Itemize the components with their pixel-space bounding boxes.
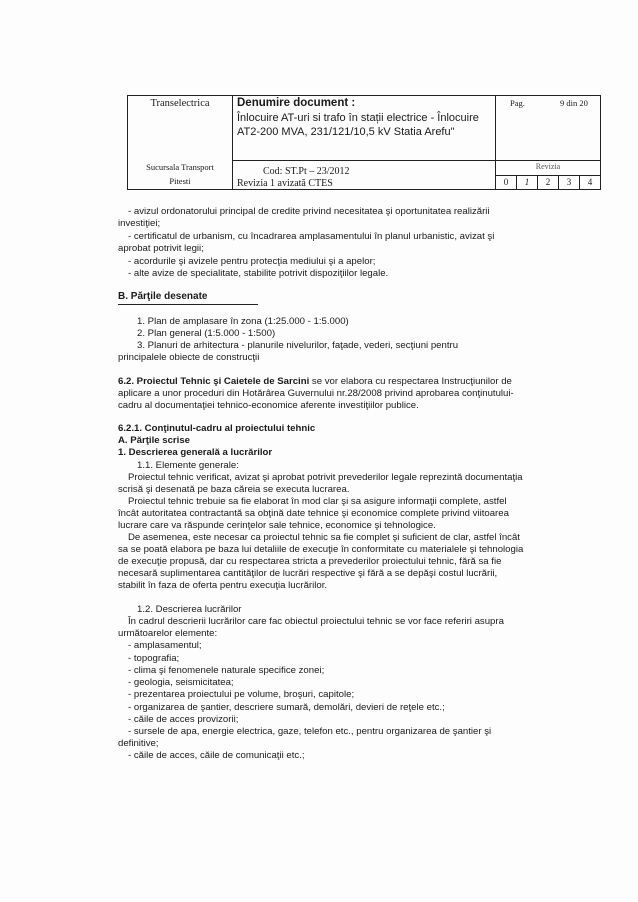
revision-box: 2 bbox=[537, 176, 558, 189]
revision-box: 3 bbox=[558, 176, 579, 189]
text-line: - acordurile şi avizele pentru protecţia mediului şi a apelor; bbox=[128, 256, 376, 267]
page-label: Pag. bbox=[510, 98, 525, 108]
subsection-heading: 1.1. Elemente generale: bbox=[137, 460, 239, 471]
paragraph-line: de execuţie propusă, dar cu respectarea stricta a prevederilor proiectului tehnic, fără sa fie bbox=[118, 556, 502, 567]
list-item: - sursele de apa, energie electrica, gaze, telefon etc., pentru organizarea de şantier şi bbox=[128, 726, 492, 737]
list-item: - geologia, seismicitatea; bbox=[128, 677, 234, 688]
list-item: - prezentarea proiectului pe volume, broşuri, capitole; bbox=[128, 689, 355, 700]
list-item: 1. Plan de amplasare în zona (1:25.000 - 1:5.000) bbox=[137, 316, 349, 327]
text-line: aprobat potrivit legii; bbox=[118, 243, 204, 254]
header-divider bbox=[496, 160, 600, 161]
header-divider bbox=[496, 175, 600, 176]
paragraph-line: încât autoritatea contractantă sa obţină date tehnice şi economice complete privind viitoarea bbox=[118, 508, 509, 519]
section-heading: 1. Descrierea generală a lucrărilor bbox=[118, 447, 273, 458]
section-heading: B. Părţile desenate bbox=[118, 291, 208, 302]
paragraph-line: lucrare care va răspunde cerinţelor sale tehnice, economice şi tehnologice. bbox=[118, 520, 436, 531]
paragraph-line: cadru al documentaţiei tehnico-economice aferente investiţiilor publice. bbox=[118, 400, 419, 411]
paragraph-text: se vor elabora cu respectarea Instrucţiunilor de bbox=[309, 376, 512, 387]
list-item: definitive; bbox=[118, 738, 159, 749]
paragraph-line: Proiectul tehnic trebuie sa fie elaborat în mod clar şi sa asigure informaţii complete, astfel bbox=[128, 496, 507, 507]
document-header-table bbox=[127, 95, 601, 190]
revision-label: Revizia bbox=[535, 162, 561, 171]
list-item: - topografia; bbox=[128, 653, 180, 664]
list-item: 3. Planuri de arhitectura - planurile nivelurilor, faţade, vederi, secţiuni pentru bbox=[137, 340, 459, 351]
paragraph-line bbox=[118, 376, 512, 389]
paragraph-heading: 6.2. Proiectul Tehnic şi Caietele de Sarcini bbox=[118, 376, 310, 387]
list-item: - căile de acces provizorii; bbox=[128, 714, 239, 725]
revision-note: Revizia 1 avizată CTES bbox=[237, 178, 333, 189]
document-label: Denumire document : bbox=[237, 97, 356, 109]
page-number: 9 din 20 bbox=[560, 98, 588, 108]
revision-boxes bbox=[496, 176, 600, 189]
header-company-cell bbox=[128, 96, 233, 189]
text-line: investiţiei; bbox=[118, 218, 161, 229]
header-divider bbox=[233, 160, 496, 161]
paragraph-line: Proiectul tehnic verificat, avizat şi aprobat potrivit prevederilor legale reprezintă documentaţia bbox=[128, 472, 523, 483]
paragraph-line: aplicare a unor proceduri din Hotărârea Guvernului nr.28/2008 privind aprobarea conţinutului- bbox=[118, 388, 514, 399]
document-code: Cod: ST.Pt – 23/2012 bbox=[263, 166, 350, 177]
paragraph-line: De asemenea, este necesar ca proiectul tehnic sa fie complet şi suficient de clar, astfel încât bbox=[128, 532, 520, 543]
paragraph-line: următoarelor elemente: bbox=[118, 628, 218, 639]
text-line: - avizul ordonatorului principal de credite privind necesitatea şi oportunitatea realizării bbox=[128, 206, 490, 217]
header-document-cell bbox=[233, 96, 496, 189]
list-item: - căile de acces, căile de comunicaţii etc.; bbox=[128, 750, 305, 761]
paragraph-line: sa se poată elabora pe baza lui detaliile de execuţie în conformitate cu materialele şi tehnologia bbox=[118, 544, 524, 555]
text-line: - alte avize de specialitate, stabilite potrivit dispoziţiilor legale. bbox=[128, 268, 389, 279]
list-item: - amplasamentul; bbox=[128, 640, 202, 651]
paragraph-line: scrisă şi desenată pe baza căreia se executa lucrarea. bbox=[118, 484, 350, 495]
branch-name: Sucursala Transport bbox=[146, 162, 214, 172]
paragraph-line: În cadrul descrierii lucrărilor care fac obiectul proiectului tehnic se vor face referiri asupra bbox=[128, 616, 504, 627]
document-title: Înlocuire AT-uri si trafo în stații electrice - Înlocuire AT2-200 MVA, 231/121/10,5 kV Statia Arefu" bbox=[237, 112, 479, 138]
revision-box: 0 bbox=[503, 177, 509, 187]
list-item: principalele obiecte de construcţii bbox=[118, 352, 260, 363]
list-item: 2. Plan general (1:5.000 - 1:500) bbox=[137, 328, 276, 339]
subsection-heading: 1.2. Descrierea lucrărilor bbox=[137, 604, 242, 615]
section-underline bbox=[118, 304, 258, 305]
paragraph-line: necesară suplimentarea cantităţilor de lucrări respective şi fără a se depăşi costul lucrării, bbox=[118, 568, 498, 579]
section-heading: 6.2.1. Conţinutul-cadru al proiectului tehnic bbox=[118, 423, 316, 434]
revision-box: 4 bbox=[579, 176, 600, 189]
list-item: - organizarea de şantier, descriere sumară, demolări, devieri de reţele etc.; bbox=[128, 702, 445, 713]
branch-city: Pitesti bbox=[169, 176, 191, 186]
company-name: Transelectrica bbox=[150, 98, 210, 109]
text-line: - certificatul de urbanism, cu încadrarea amplasamentului în planul urbanistic, avizat şi bbox=[128, 231, 495, 242]
revision-box-current: 1 bbox=[516, 176, 537, 189]
paragraph-line: stabilit în faza de oferta pentru execuţia lucrărilor. bbox=[118, 580, 328, 591]
list-item: - clima şi fenomenele naturale specifice zonei; bbox=[128, 665, 325, 676]
section-heading: A. Părţile scrise bbox=[118, 435, 190, 446]
